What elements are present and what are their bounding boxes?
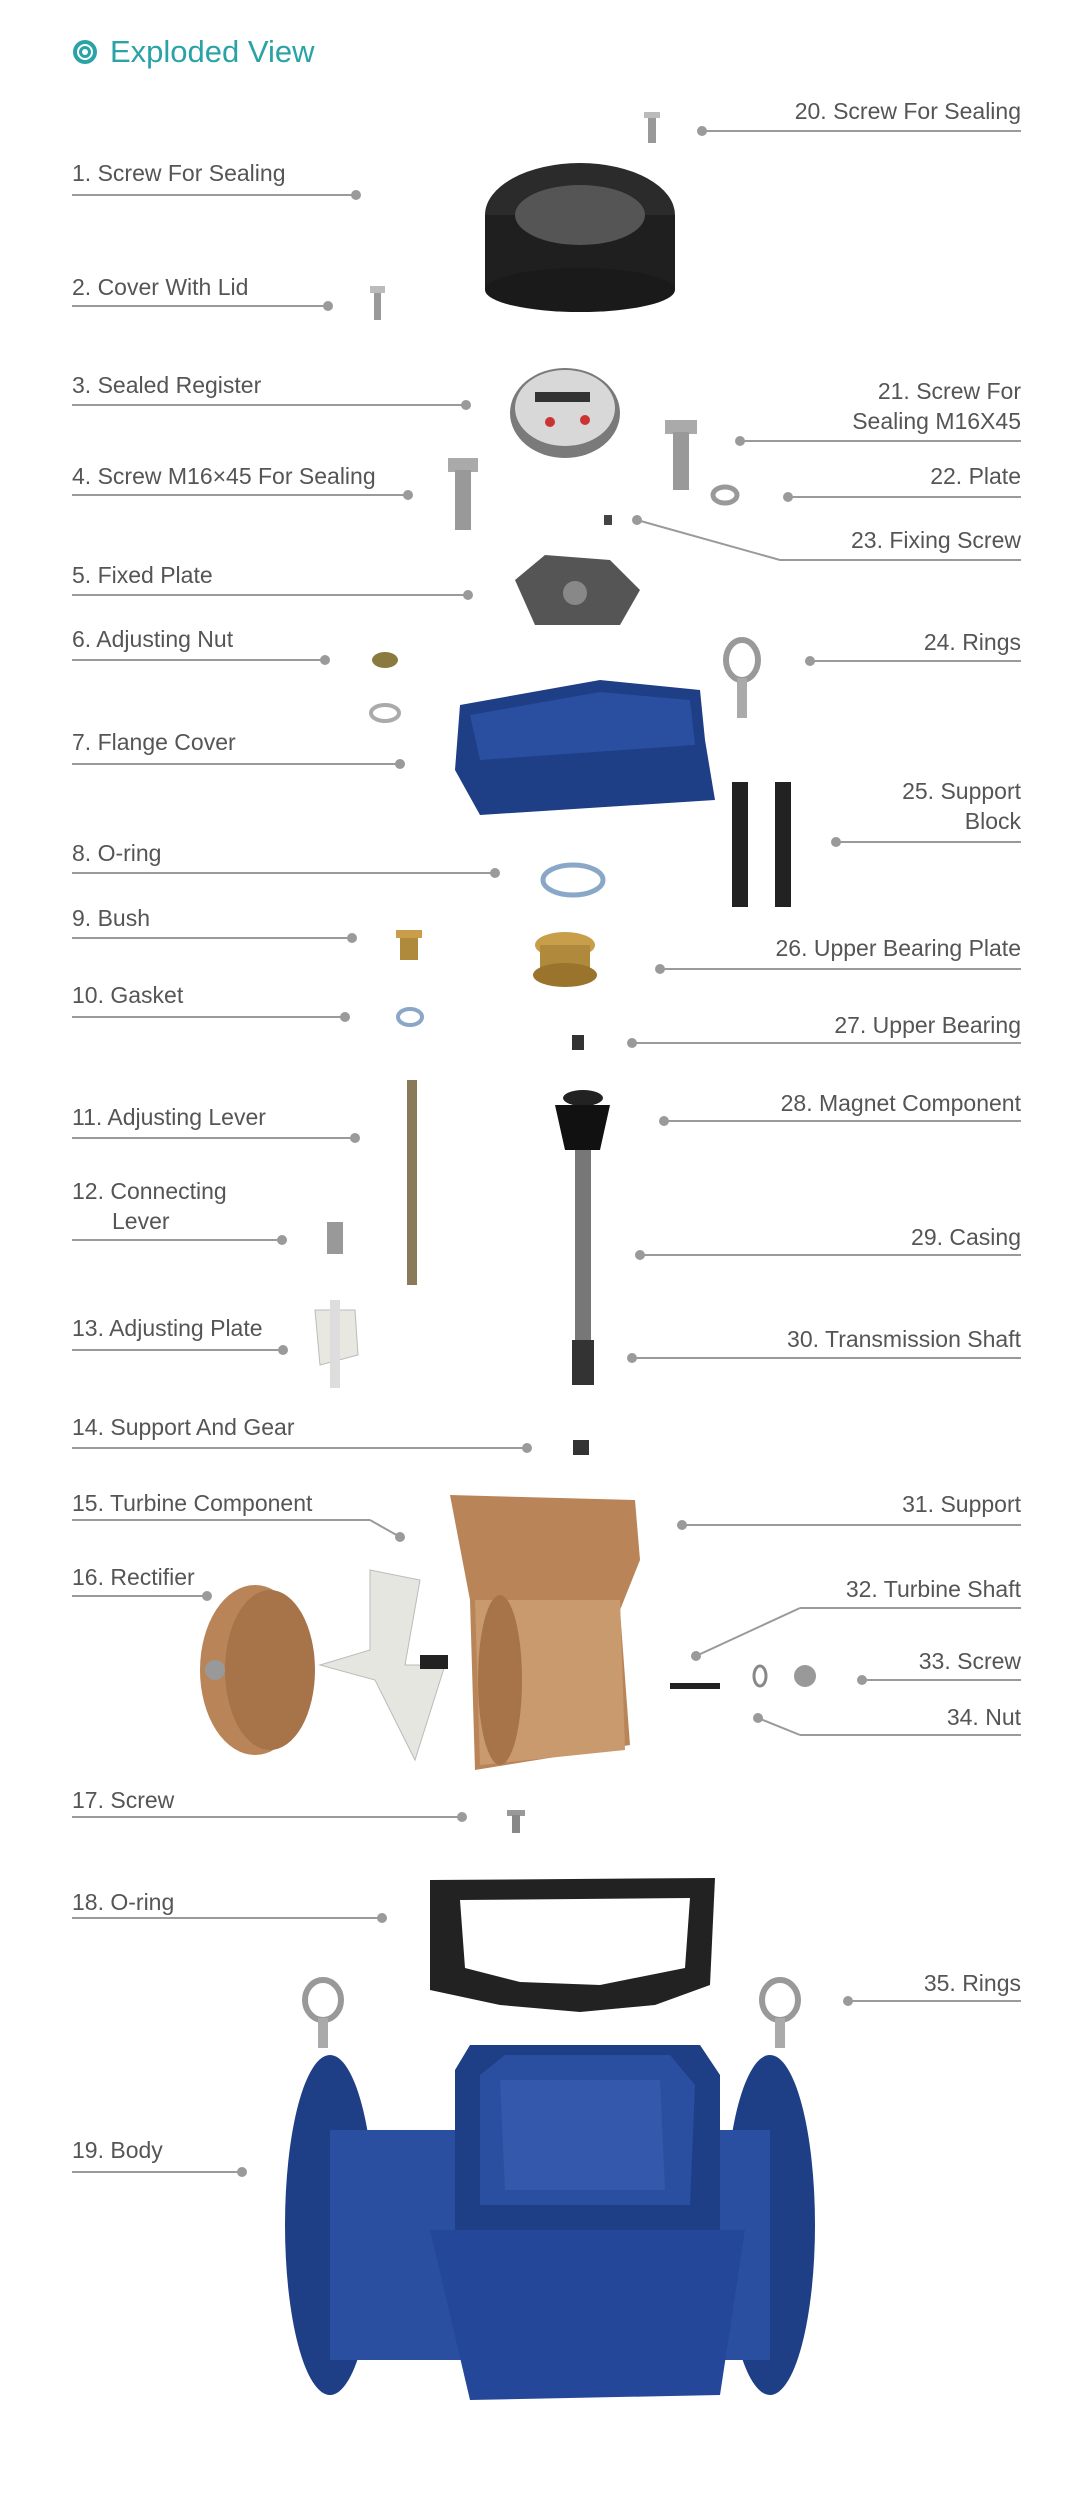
part-label-right bbox=[851, 525, 1021, 555]
leader-dot bbox=[831, 837, 841, 847]
part-label-left bbox=[72, 1562, 195, 1592]
part-label-right bbox=[846, 1574, 1021, 1604]
part-label-text: 13. Adjusting Plate bbox=[72, 1315, 263, 1341]
part-label-text: 28. Magnet Component bbox=[780, 1090, 1021, 1116]
part-label-line: Sealing M16X45 bbox=[852, 408, 1021, 434]
leader-dot bbox=[202, 1591, 212, 1601]
leader-line bbox=[637, 520, 780, 560]
part-label-text: 20. Screw For Sealing bbox=[794, 98, 1021, 124]
part-label-right bbox=[902, 776, 1021, 836]
part-label-right bbox=[911, 1222, 1021, 1252]
part-label-text: 9. Bush bbox=[72, 905, 150, 931]
part-label-text: 11. Adjusting Lever bbox=[72, 1104, 266, 1130]
leader-dot bbox=[457, 1812, 467, 1822]
part-label-text: 1. Screw For Sealing bbox=[72, 160, 286, 186]
part-label-right bbox=[947, 1702, 1021, 1732]
part-label-left bbox=[72, 980, 183, 1010]
part-label-left bbox=[72, 560, 213, 590]
leader-dot bbox=[350, 1133, 360, 1143]
part-label-left bbox=[72, 727, 236, 757]
leader-dot bbox=[377, 1913, 387, 1923]
leader-dot bbox=[395, 1532, 405, 1542]
part-label-text: 30. Transmission Shaft bbox=[787, 1326, 1021, 1352]
leader-dot bbox=[783, 492, 793, 502]
leader-dot bbox=[659, 1116, 669, 1126]
part-label-left bbox=[72, 1313, 263, 1343]
part-label-left bbox=[72, 158, 285, 188]
part-label-text: 4. Screw M16×45 For Sealing bbox=[72, 463, 376, 489]
leader-dot bbox=[627, 1353, 637, 1363]
part-label-left bbox=[72, 1488, 312, 1518]
leader-line bbox=[758, 1718, 800, 1735]
part-label-right bbox=[930, 461, 1021, 491]
part-label-text: 23. Fixing Screw bbox=[850, 527, 1021, 553]
part-label-text: 22. Plate bbox=[930, 463, 1021, 489]
part-label-left bbox=[72, 903, 150, 933]
part-label-text: 29. Casing bbox=[911, 1224, 1021, 1250]
part-label-right bbox=[781, 1088, 1021, 1118]
part-label-left bbox=[72, 1412, 295, 1442]
part-label-text: 31. Support bbox=[902, 1491, 1021, 1517]
leader-dot bbox=[463, 590, 473, 600]
part-label-left bbox=[72, 1785, 174, 1815]
part-label-text: 8. O-ring bbox=[72, 840, 162, 866]
part-label-text: 35. Rings bbox=[923, 1970, 1021, 1996]
leader-dot bbox=[857, 1675, 867, 1685]
part-label-text: 26. Upper Bearing Plate bbox=[775, 935, 1021, 961]
part-label-line: 21. Screw For bbox=[877, 378, 1021, 404]
leader-dot bbox=[655, 964, 665, 974]
part-label-text: 18. O-ring bbox=[72, 1889, 175, 1915]
part-label-left bbox=[72, 461, 376, 491]
part-label-line: Block bbox=[964, 808, 1021, 834]
part-label-text: 27. Upper Bearing bbox=[834, 1012, 1021, 1038]
leader-dot bbox=[351, 190, 361, 200]
leader-dot bbox=[735, 436, 745, 446]
part-label-text: 34. Nut bbox=[946, 1704, 1021, 1730]
leader-dot bbox=[522, 1443, 532, 1453]
leader-dot bbox=[395, 759, 405, 769]
leader-dot bbox=[805, 656, 815, 666]
leader-dot bbox=[237, 2167, 247, 2177]
part-label-text: 32. Turbine Shaft bbox=[845, 1576, 1021, 1602]
part-label-left bbox=[72, 1176, 227, 1236]
leader-dot bbox=[320, 655, 330, 665]
leader-dot bbox=[278, 1345, 288, 1355]
part-label-text: 14. Support And Gear bbox=[72, 1414, 295, 1440]
part-label-right bbox=[787, 1324, 1021, 1354]
part-label-left bbox=[72, 2135, 163, 2165]
leader-dot bbox=[697, 126, 707, 136]
part-label-right bbox=[852, 376, 1021, 436]
part-label-right bbox=[924, 627, 1021, 657]
leader-dot bbox=[635, 1250, 645, 1260]
part-label-text: 33. Screw bbox=[918, 1648, 1021, 1674]
part-label-text: 16. Rectifier bbox=[72, 1564, 195, 1590]
part-label-line: Lever bbox=[112, 1208, 170, 1234]
part-label-text: 17. Screw bbox=[72, 1787, 175, 1813]
leader-dot bbox=[691, 1651, 701, 1661]
part-label-text: 24. Rings bbox=[923, 629, 1021, 655]
leader-dot bbox=[403, 490, 413, 500]
leader-dot bbox=[753, 1713, 763, 1723]
part-label-left bbox=[72, 1102, 266, 1132]
part-label-text: 2. Cover With Lid bbox=[72, 274, 249, 300]
part-label-text: 10. Gasket bbox=[72, 982, 184, 1008]
leader-dot bbox=[677, 1520, 687, 1530]
part-label-right bbox=[795, 96, 1021, 126]
leader-line bbox=[696, 1608, 800, 1656]
part-label-left bbox=[72, 838, 161, 868]
part-label-line: 25. Support bbox=[902, 778, 1021, 804]
part-label-line: 12. Connecting bbox=[72, 1178, 227, 1204]
part-label-left bbox=[72, 1887, 174, 1917]
leader-dot bbox=[340, 1012, 350, 1022]
part-label-text: 19. Body bbox=[72, 2137, 163, 2163]
part-label-left bbox=[72, 272, 248, 302]
part-label-text: 5. Fixed Plate bbox=[72, 562, 213, 588]
part-label-text: 3. Sealed Register bbox=[72, 372, 262, 398]
leader-dot bbox=[461, 400, 471, 410]
title-text: Exploded View bbox=[110, 34, 315, 69]
part-label-text: 15. Turbine Component bbox=[72, 1490, 313, 1516]
part-label-text: 6. Adjusting Nut bbox=[72, 626, 234, 652]
leader-dot bbox=[490, 868, 500, 878]
leader-dot bbox=[632, 515, 642, 525]
part-label-right bbox=[834, 1010, 1021, 1040]
part-label-left bbox=[72, 370, 261, 400]
part-label-right bbox=[776, 933, 1022, 963]
part-label-left bbox=[72, 624, 233, 654]
leader-dot bbox=[843, 1996, 853, 2006]
part-label-right bbox=[902, 1489, 1021, 1519]
part-label-text: 7. Flange Cover bbox=[72, 729, 236, 755]
part-label-right bbox=[919, 1646, 1021, 1676]
leader-dot bbox=[277, 1235, 287, 1245]
leader-dot bbox=[627, 1038, 637, 1048]
leader-dot bbox=[323, 301, 333, 311]
leader-line bbox=[370, 1520, 400, 1537]
part-label-right bbox=[924, 1968, 1021, 1998]
leader-dot bbox=[347, 933, 357, 943]
